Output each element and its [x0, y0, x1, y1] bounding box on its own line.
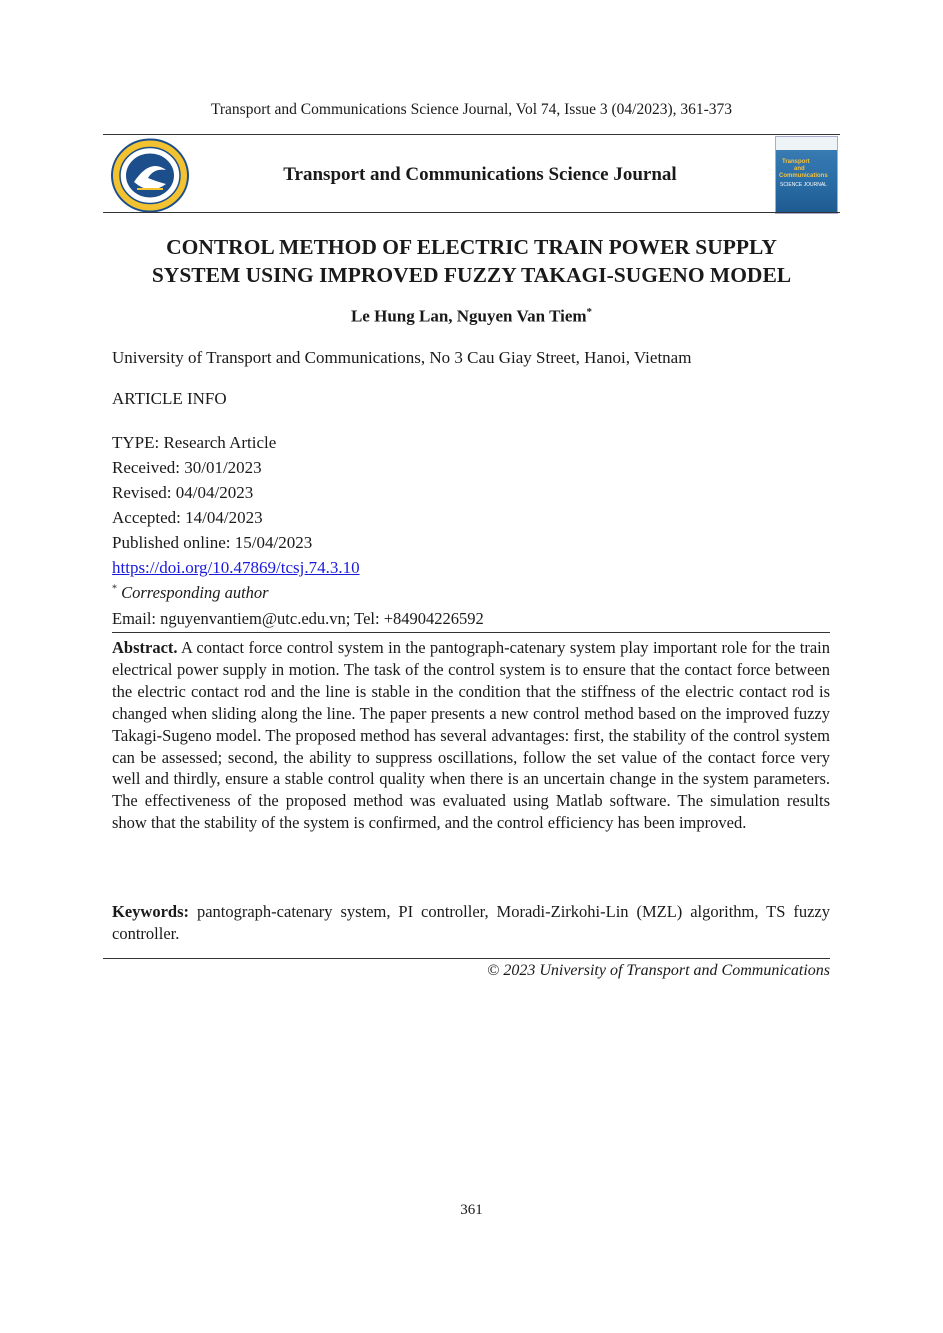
journal-name: Transport and Communications Science Journal	[283, 164, 677, 185]
published-date: Published online: 15/04/2023	[112, 533, 313, 552]
corresponding-author	[112, 583, 269, 603]
running-header: Transport and Communications Science Journal, Vol 74, Issue 3 (04/2023), 361-373	[210, 101, 733, 118]
copyright-rule	[103, 958, 830, 959]
cover-title-line1: Transport	[782, 159, 810, 165]
paper-title-line1: CONTROL METHOD OF ELECTRIC TRAIN POWER SUPPLY	[166, 235, 777, 259]
article-type: TYPE: Research Article	[112, 433, 277, 452]
university-logo	[110, 138, 190, 213]
cover-title-line2: and	[794, 166, 805, 172]
info-rule	[112, 632, 830, 633]
keywords-text: pantograph-catenary system, PI controller, Moradi-Zirkohi-Lin (MZL) algorithm, TS fuzzy controller.	[112, 902, 831, 943]
journal-cover-image	[775, 136, 838, 214]
copyright-notice: © 2023 University of Transport and Communications	[487, 962, 830, 979]
header-rule-bottom	[103, 212, 840, 213]
article-info	[112, 430, 360, 580]
header-rule-top	[103, 134, 840, 135]
keywords-label: Keywords:	[112, 902, 189, 921]
article-info-label: ARTICLE INFO	[112, 389, 227, 408]
affiliation: University of Transport and Communications, No 3 Cau Giay Street, Hanoi, Vietnam	[112, 348, 692, 367]
paper-title-line2: SYSTEM USING IMPROVED FUZZY TAKAGI-SUGENO MODEL	[151, 263, 792, 287]
abstract	[112, 637, 830, 834]
corresponding-mark: *	[112, 583, 117, 595]
accepted-date: Accepted: 14/04/2023	[112, 508, 263, 527]
cover-title-line4: SCIENCE JOURNAL	[780, 182, 827, 188]
cover-title-line3: Communications	[779, 173, 828, 179]
keywords	[112, 901, 830, 945]
page-number: 361	[460, 1202, 483, 1218]
abstract-label: Abstract.	[112, 638, 178, 657]
authors	[0, 306, 943, 327]
paper-title	[100, 233, 843, 289]
received-date: Received: 30/01/2023	[112, 458, 262, 477]
revised-date: Revised: 04/04/2023	[112, 483, 254, 502]
abstract-text: A contact force control system in the pantograph-catenary system play important role for the train electrical power supply in motion. The task of the control system is to ensure that the contact force between the electric contact rod and the line is stable in the condition that the stiffness of the electric contact rod is changed when sliding along the line. The paper presents a new control method based on the improved fuzzy Takagi-Sugeno model. The proposed method has several advantages: first, the stability of the control system can be assessed; second, the ability to suppress oscillations, follow the set value of the contact force very well and thirdly, ensure a stable control quality when there is an uncertain change in the system parameters. The effectiveness of the proposed method was evaluated using Matlab software. The simulation results show that the stability of the system is confirmed, and the control efficiency has been improved.	[112, 638, 831, 833]
doi-link[interactable]: https://doi.org/10.47869/tcsj.74.3.10	[112, 558, 360, 577]
author-names: Le Hung Lan, Nguyen Van Tiem	[350, 306, 587, 326]
contact-email: Email: nguyenvantiem@utc.edu.vn; Tel: +84904226592	[112, 609, 484, 628]
corresponding-label: Corresponding author	[121, 583, 269, 602]
author-corresponding-mark: *	[586, 306, 593, 318]
